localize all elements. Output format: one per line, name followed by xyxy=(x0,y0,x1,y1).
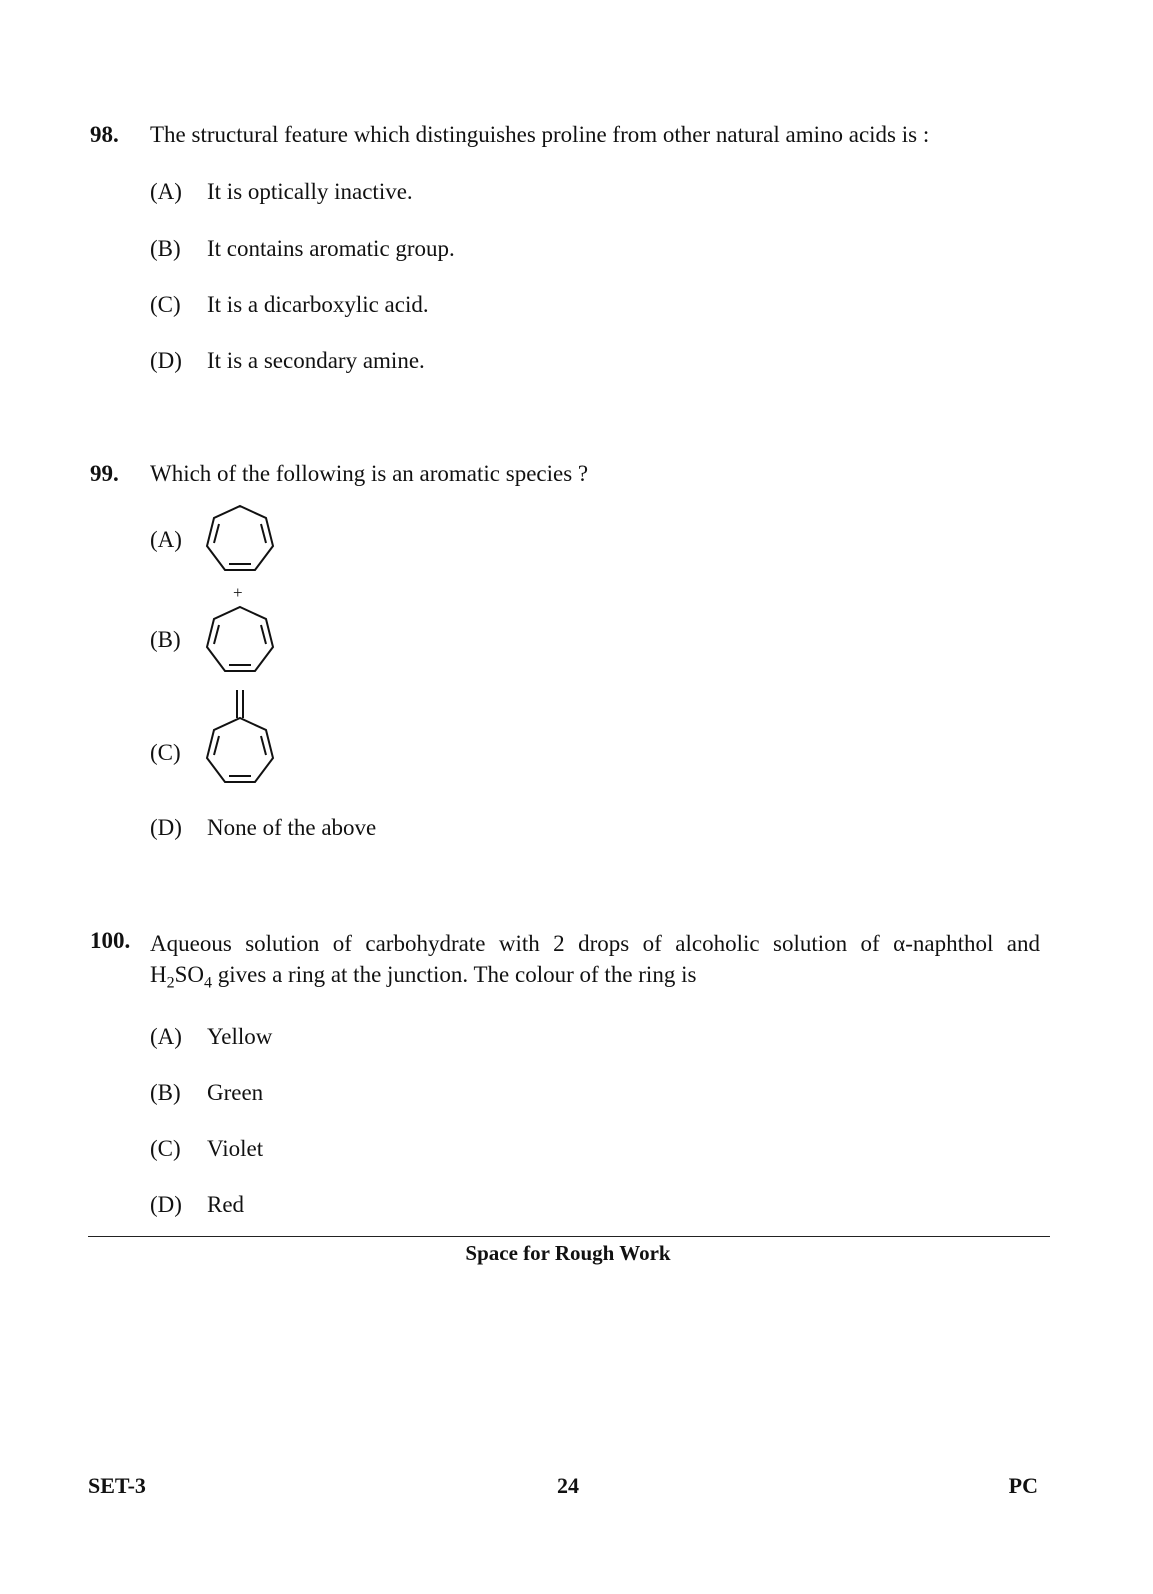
rough-work-divider xyxy=(88,1236,1050,1237)
q100-option-b-label: (B) xyxy=(150,1080,181,1105)
q100-option-a-label: (A) xyxy=(150,1024,182,1049)
q98-option-b-label: (B) xyxy=(150,236,181,261)
q99-option-b-label: (B) xyxy=(150,627,181,652)
q98-option-c-label: (C) xyxy=(150,292,181,317)
q99-option-d-text: None of the above xyxy=(207,815,377,840)
q100-option-d-text: Red xyxy=(207,1192,245,1217)
q99-option-a-label: (A) xyxy=(150,527,182,552)
q98-option-b-text: It contains aromatic group. xyxy=(207,236,455,261)
q100-option-a-text: Yellow xyxy=(207,1024,273,1049)
question-text-99: Which of the following is an aromatic species ? xyxy=(150,461,589,486)
question-text-100 xyxy=(150,928,1040,999)
heptafulvene-structure xyxy=(200,690,280,790)
question-number-99: 99. xyxy=(90,461,119,486)
rough-work-heading: Space for Rough Work xyxy=(465,1241,671,1265)
question-text-98: The structural feature which distinguishes proline from other natural amino acids is : xyxy=(150,122,930,147)
question-number-98: 98. xyxy=(90,122,119,147)
q100-option-b-text: Green xyxy=(207,1080,264,1105)
tropylium-cation-structure xyxy=(200,603,280,679)
q100-option-c-text: Violet xyxy=(207,1136,264,1161)
footer-page-number: 24 xyxy=(557,1473,579,1498)
question-text-100-line2 xyxy=(150,959,1040,999)
q100-option-d-label: (D) xyxy=(150,1192,182,1217)
formula-sub-4: 4 xyxy=(204,974,213,992)
q98-option-a-text: It is optically inactive. xyxy=(207,179,413,204)
formula-so: SO xyxy=(174,962,205,987)
formula-h: H xyxy=(150,962,167,987)
q99-option-d-label: (D) xyxy=(150,815,182,840)
question-text-100-rest: gives a ring at the junction. The colour of the ring is xyxy=(212,962,697,987)
question-number-100: 100. xyxy=(90,928,131,953)
positive-charge: + xyxy=(233,583,243,602)
formula-sub-2: 2 xyxy=(166,974,175,992)
q99-option-c-label: (C) xyxy=(150,740,181,765)
footer-paper-code: PC xyxy=(1008,1473,1038,1498)
q98-option-d-label: (D) xyxy=(150,348,182,373)
q100-option-c-label: (C) xyxy=(150,1136,181,1161)
q98-option-c-text: It is a dicarboxylic acid. xyxy=(207,292,429,317)
q98-option-d-text: It is a secondary amine. xyxy=(207,348,425,373)
footer-set-code: SET-3 xyxy=(88,1473,146,1498)
q98-option-a-label: (A) xyxy=(150,179,182,204)
cycloheptatriene-structure xyxy=(200,502,280,578)
question-text-100-line1: Aqueous solution of carbohydrate with 2 drops of alcoholic solution of α-naphthol and xyxy=(150,931,1040,956)
